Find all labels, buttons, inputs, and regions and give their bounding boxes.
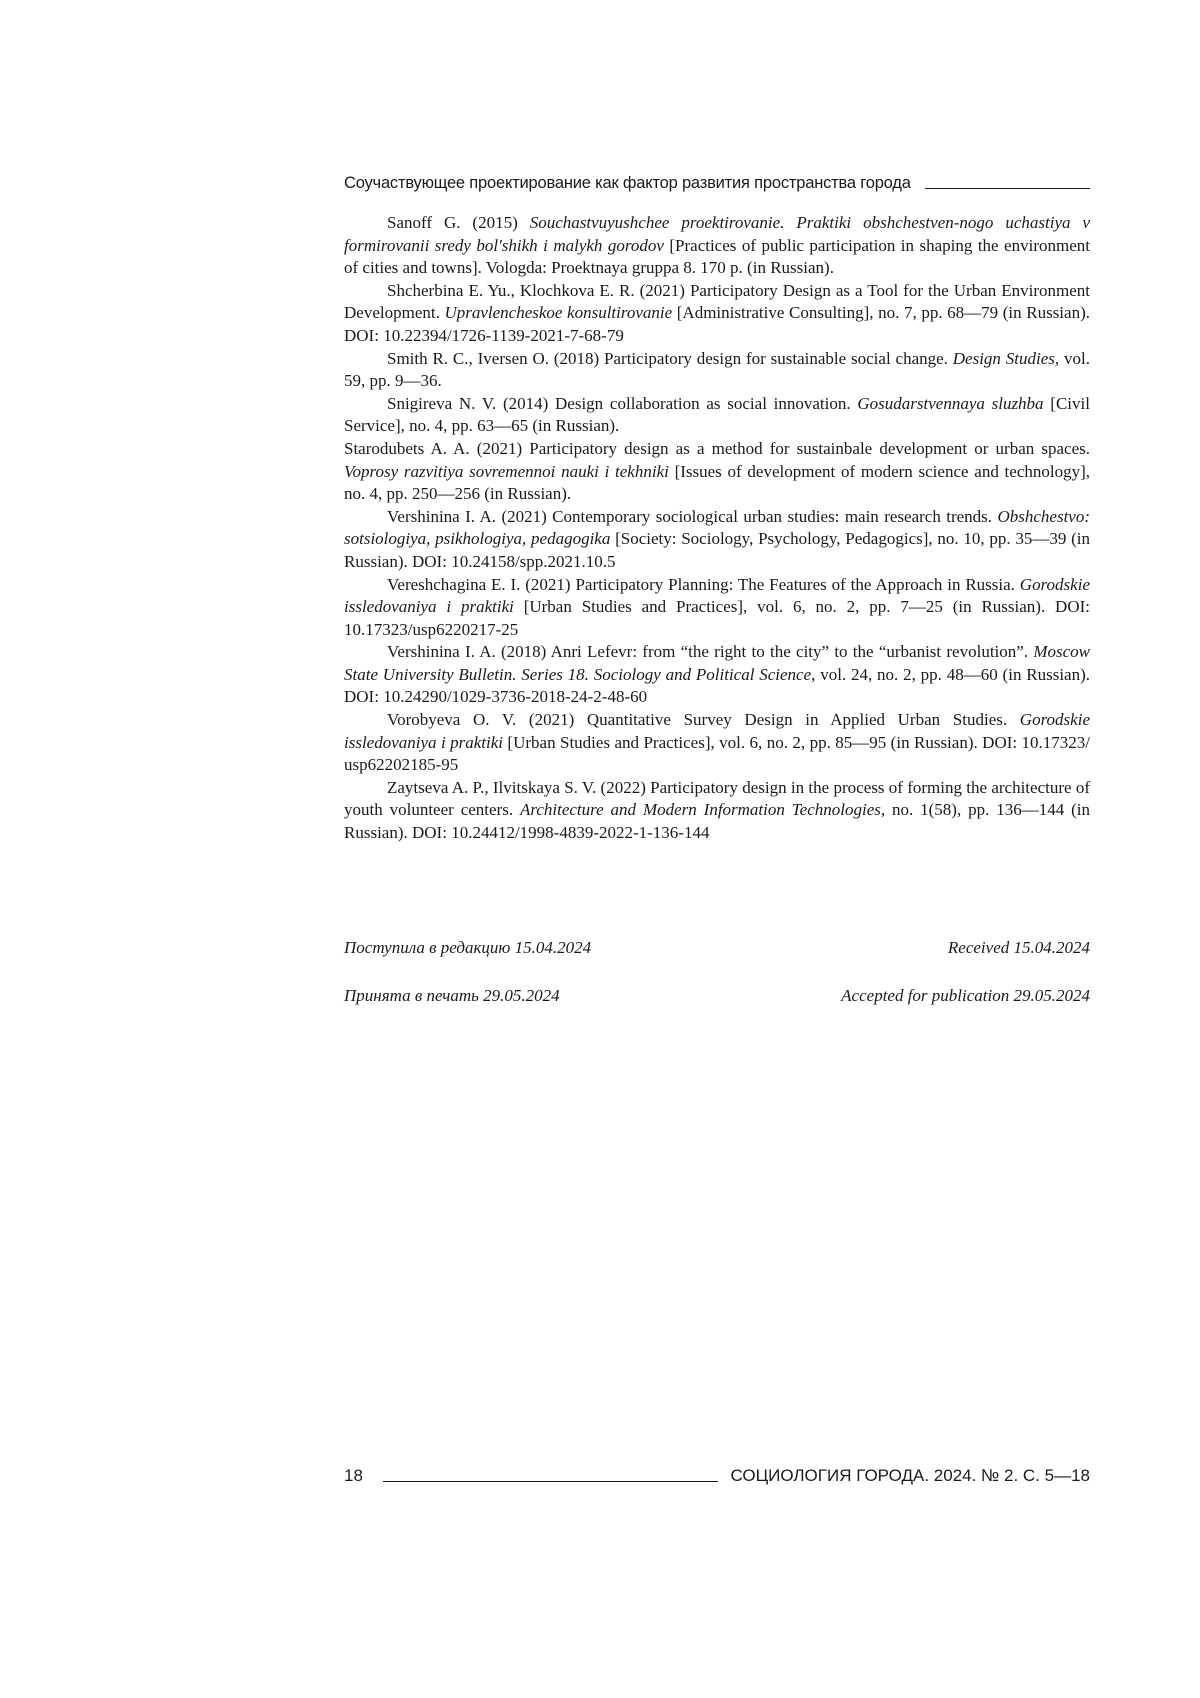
reference-text: Zaytseva A. P., Ilvitskaya S. V. (2022) Participatory design in the process of forming the architecture of youth volunteer centers. bbox=[344, 777, 1090, 820]
reference-text: Sanoff G. (2015) bbox=[387, 213, 530, 232]
reference-text: Vershinina I. A. (2018) Anri Lefevr: from “the right to the city” to the “urbanist revolution”. bbox=[387, 642, 1034, 662]
reference-text: [Administrative Consulting], no. 7, pp. 68—79 (in Russian). DOI: 10.22394/1726-1139-2021-7-68-79 bbox=[344, 303, 1090, 345]
reference-text: Shcherbina E. Yu., Klochkova E. R. (2021) Participatory Design as a Tool for the Urban Environment Development. bbox=[344, 280, 1090, 323]
received-dates bbox=[344, 938, 1090, 958]
accepted-en: Accepted for publication 29.05.2024 bbox=[841, 986, 1090, 1005]
reference-text: , no. 1(58), pp. 136—144 (in Russian). DOI: 10.24412/1998-4839-2022-1-136-144 bbox=[344, 800, 1090, 843]
reference-text: [Urban Studies and Practices], vol. 6, no. 2, pp. 85—95 (in Russian). DOI: 10.17323/ usp62202185-95 bbox=[344, 732, 1091, 775]
reference-text: Smith R. C., Iversen O. (2018) Participatory design for sustainable social change. bbox=[387, 348, 953, 368]
reference-text: [Civil Service], no. 4, pp. 63—65 (in Russian). bbox=[344, 393, 1090, 436]
reference-entry bbox=[344, 641, 1090, 709]
reference-entry bbox=[344, 506, 1090, 574]
reference-source-title: Architecture and Modern Information Technologies bbox=[519, 800, 881, 820]
reference-list bbox=[344, 212, 1090, 845]
running-head bbox=[344, 174, 1090, 193]
reference-source-title: Upravlencheskoe konsultirovanie bbox=[444, 303, 673, 323]
reference-source-title: Gosudarstvennaya sluzhba bbox=[857, 393, 1044, 413]
reference-text: , vol. 59, pp. 9—36. bbox=[344, 348, 1090, 391]
page-number: 18 bbox=[344, 1466, 363, 1485]
reference-text: Vereshchagina E. I. (2021) Participatory Planning: The Features of the Approach in Russia. bbox=[387, 574, 1020, 594]
received-en: Received 15.04.2024 bbox=[947, 938, 1090, 957]
reference-text: Snigireva N. V. (2014) Design collaboration as social innovation. bbox=[387, 393, 858, 413]
page-footer bbox=[344, 1466, 1090, 1486]
reference-text: Starodubets A. A. (2021) Participatory design as a method for sustainbale development or urban spaces. bbox=[344, 438, 1090, 458]
reference-entry bbox=[344, 348, 1090, 393]
accepted-ru: Принята в печать 29.05.2024 bbox=[344, 986, 560, 1005]
reference-source-title: Gorodskie issledovaniya i praktiki bbox=[344, 710, 1090, 752]
reference-text: [Society: Sociology, Psychology, Pedagogics], no. 10, pp. 35—39 (in Russian). DOI: 10.24158/spp.2021.10.5 bbox=[344, 529, 1090, 571]
reference-entry bbox=[344, 777, 1090, 845]
reference-text: [Issues of development of modern science and technology], no. 4, pp. 250—256 (in Russian). bbox=[344, 461, 1090, 504]
reference-text: Vershinina I. A. (2021) Contemporary sociological urban studies: main research trends. bbox=[387, 506, 998, 526]
reference-text: , vol. 24, no. 2, pp. 48—60 (in Russian). DOI: 10.24290/1029-3736-2018-24-2-48-60 bbox=[344, 664, 1090, 707]
reference-source-title: Gorodskie issledovaniya i praktiki bbox=[344, 574, 1090, 617]
reference-entry bbox=[344, 709, 1090, 777]
reference-entry bbox=[344, 212, 1090, 280]
reference-entry bbox=[344, 280, 1090, 348]
received-ru: Поступила в редакцию 15.04.2024 bbox=[344, 938, 592, 957]
reference-entry bbox=[344, 393, 1090, 438]
reference-text: [Practices of public participation in shaping the environment of cities and towns]. Vologda: Proektnaya gruppa 8. 170 p. (in Russian). bbox=[344, 235, 1090, 278]
reference-source-title: Design Studies bbox=[952, 348, 1055, 368]
header-rule bbox=[925, 188, 1090, 189]
accepted-dates bbox=[344, 986, 1090, 1006]
journal-citation: СОЦИОЛОГИЯ ГОРОДА. 2024. № 2. С. 5—18 bbox=[730, 1466, 1090, 1485]
reference-source-title: Obshchestvo: sotsiologiya, psikhologiya, pedagogika bbox=[344, 506, 1090, 549]
reference-source-title: Souchastvuyushchee proektirovanie. Praktiki obshchestven-nogo uchastiya v formirovanii sredy bol'shikh i malykh gorodov bbox=[344, 213, 1090, 255]
reference-text: [Urban Studies and Practices], vol. 6, no. 2, pp. 7—25 (in Russian). DOI: 10.17323/usp6220217-25 bbox=[344, 597, 1090, 639]
reference-source-title: Voprosy razvitiya sovremennoi nauki i tekhniki bbox=[344, 461, 669, 481]
reference-entry bbox=[344, 438, 1090, 506]
reference-text: Vorobyeva O. V. (2021) Quantitative Survey Design in Applied Urban Studies. bbox=[387, 710, 1020, 730]
reference-entry bbox=[344, 574, 1090, 642]
reference-source-title: Moscow State University Bulletin. Series 18. Sociology and Political Science bbox=[344, 642, 1090, 684]
footer-rule bbox=[383, 1481, 719, 1482]
running-title: Соучаствующее проектирование как фактор развития пространства города bbox=[344, 174, 911, 192]
